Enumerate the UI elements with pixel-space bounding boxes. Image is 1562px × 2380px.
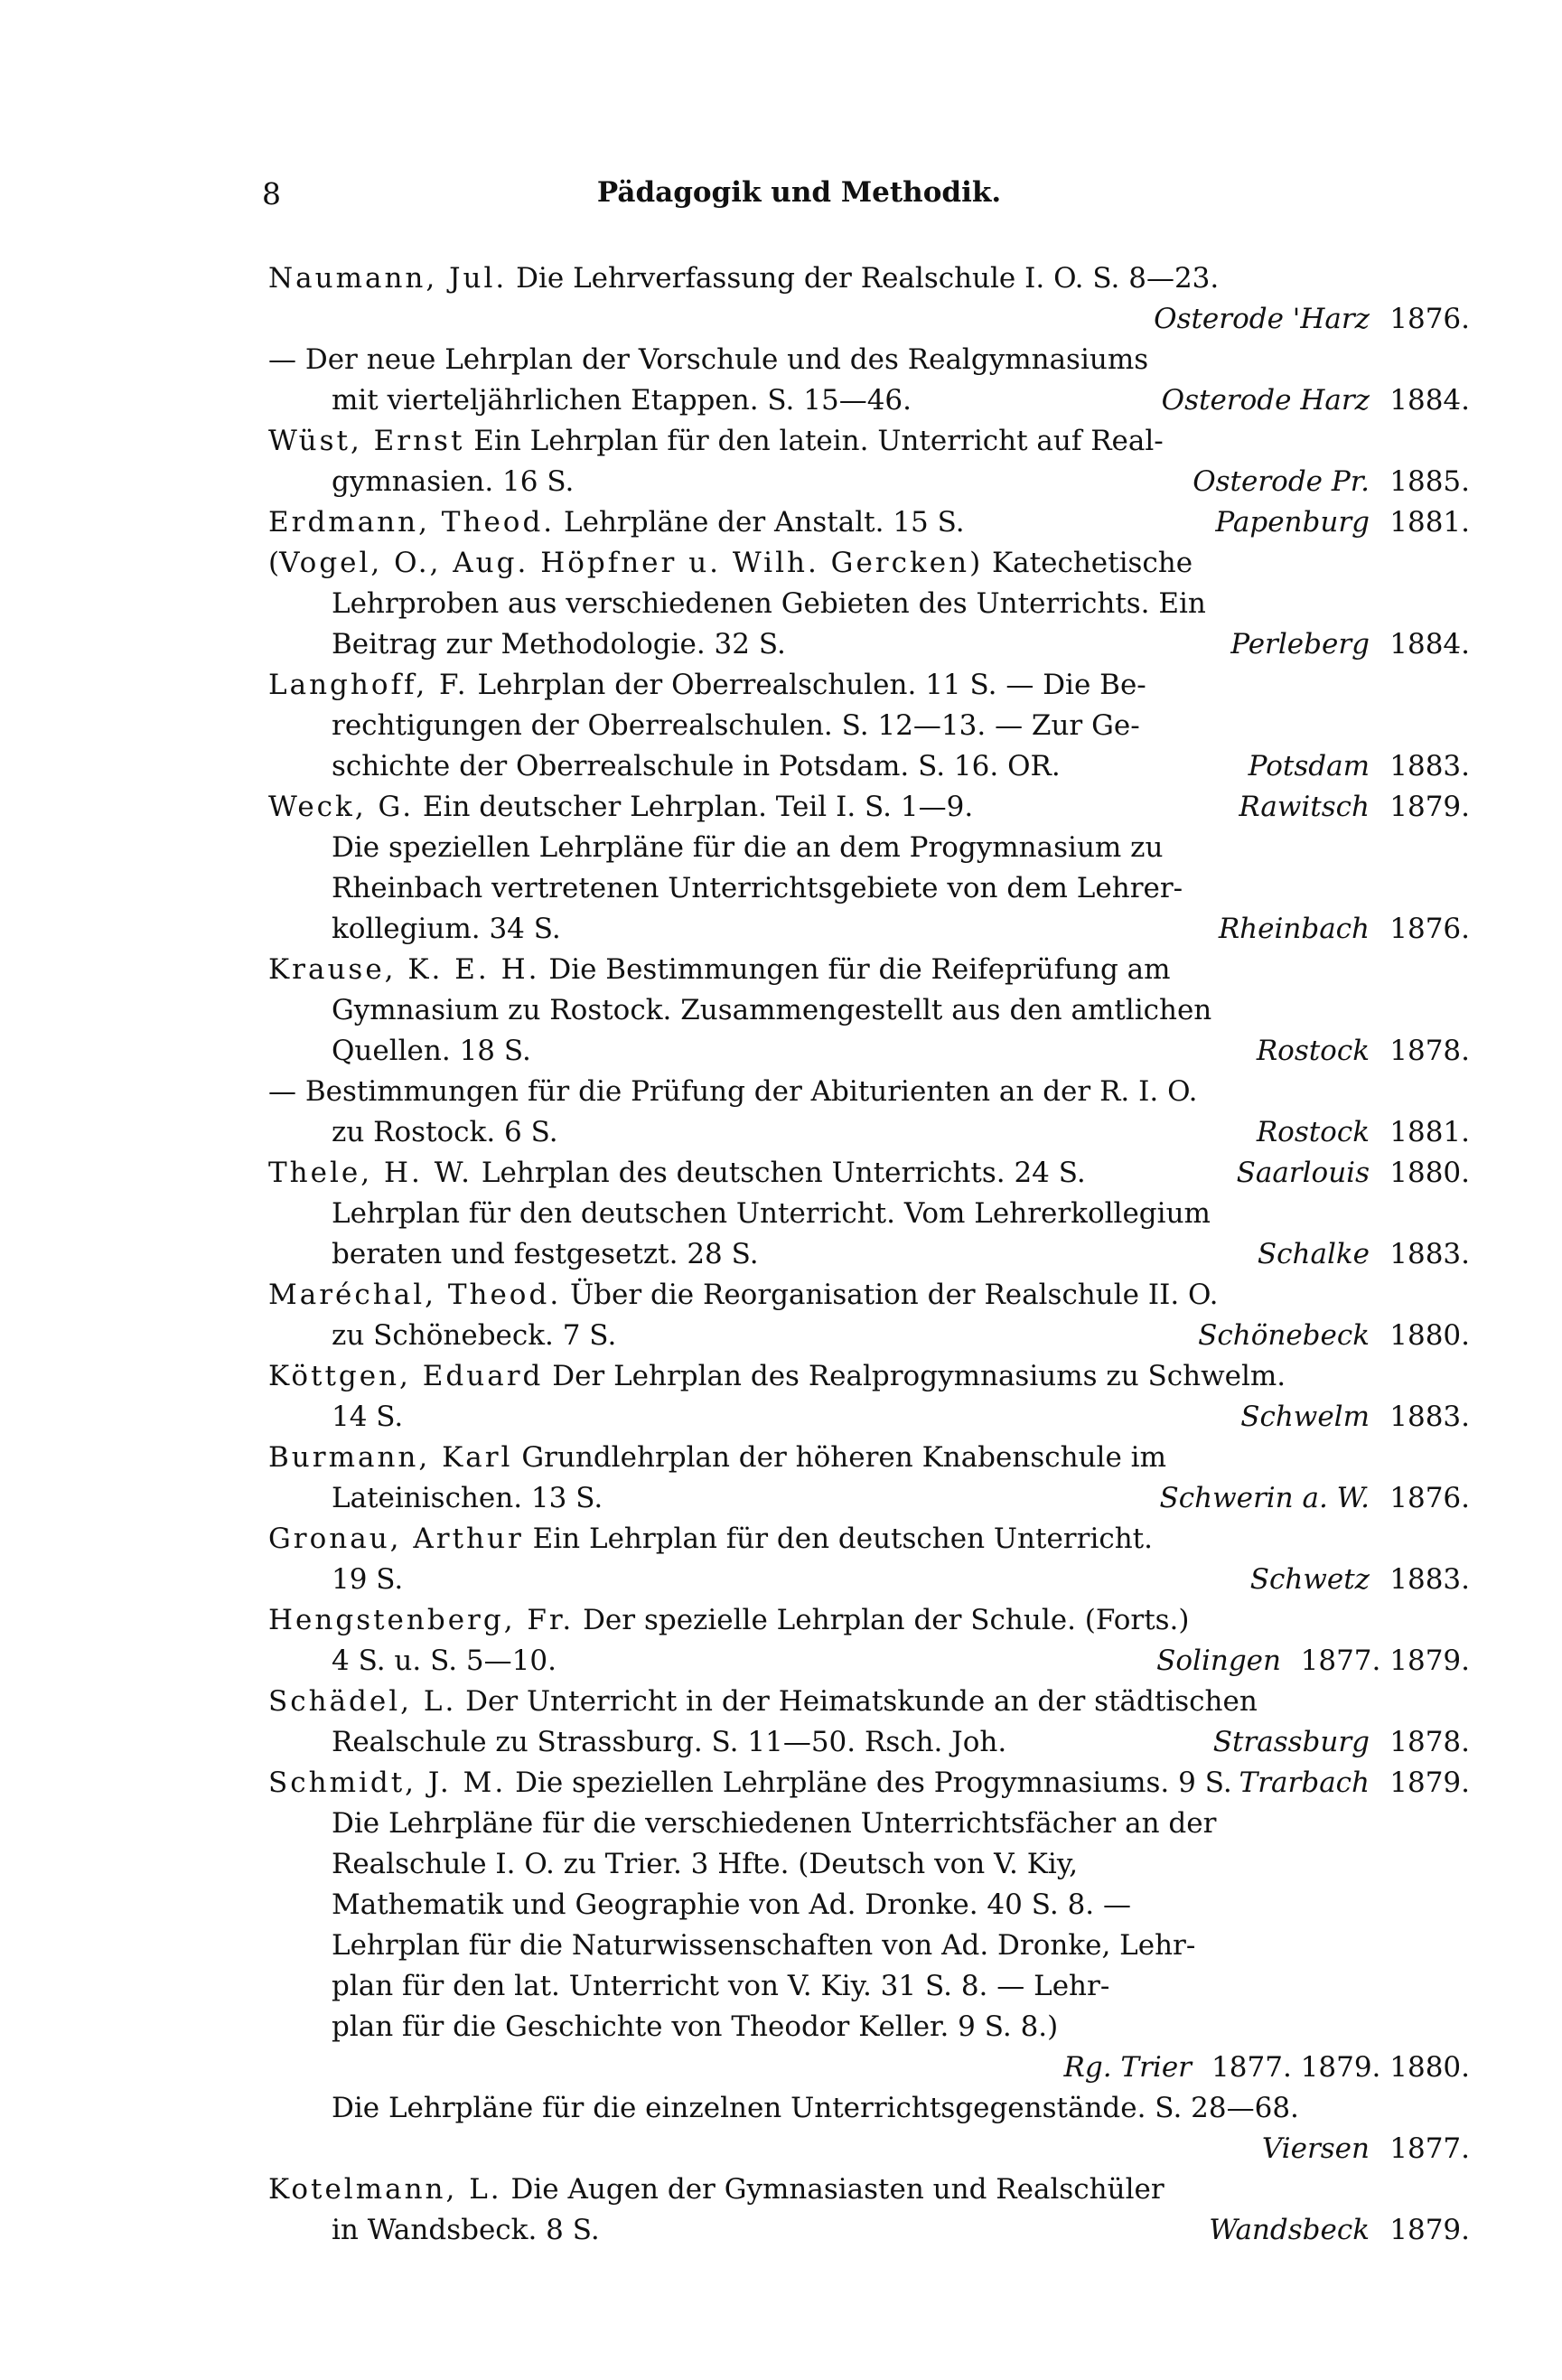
entry-year: 1879.	[1389, 791, 1470, 823]
entry-year: 1879.	[1389, 1766, 1470, 1799]
bibliography-line	[268, 1153, 1470, 1194]
bibliography-line	[268, 1356, 1470, 1397]
bibliography-line	[268, 462, 1470, 502]
entry-place: Solingen	[1156, 1644, 1281, 1677]
bibliography-line	[268, 380, 1470, 421]
entry-year: 1883.	[1389, 1238, 1470, 1270]
bibliography-line	[268, 909, 1470, 950]
bibliography-line	[268, 299, 1470, 340]
entry-place: Saarlouis	[1236, 1157, 1370, 1189]
bibliography-line	[268, 1804, 1470, 1844]
bibliography-line	[268, 502, 1470, 543]
entry-year: 1879.	[1389, 2214, 1470, 2246]
entry-text: Lehrplan der Oberrealschulen. 11 S. — Die Be-	[468, 669, 1146, 701]
entry-text: mit vierteljährlichen Etappen. S. 15—46.	[332, 384, 912, 417]
bibliography-line	[268, 1844, 1470, 1885]
entry-text: Die Lehrpläne für die verschiedenen Unterrichtsfächer an der	[332, 1807, 1217, 1840]
entry-year: 1877.	[1389, 2132, 1470, 2165]
entry-text: Lehrplan für den deutschen Unterricht. Vom Lehrerkollegium	[332, 1197, 1211, 1230]
entry-text: — Bestimmungen für die Prüfung der Abiturienten an der R. I. O.	[268, 1075, 1198, 1108]
entry-text: Der Unterricht in der Heimatskunde an der städtischen	[456, 1685, 1258, 1718]
entry-place: Schwerin a. W.	[1159, 1482, 1370, 1514]
entry-year: 1880.	[1389, 1157, 1470, 1189]
entry-text: kollegium. 34 S.	[332, 913, 561, 945]
entry-place: Potsdam	[1248, 750, 1370, 782]
entry-year: 1876.	[1389, 913, 1470, 945]
bibliography-line	[268, 1682, 1470, 1722]
entry-place: Rg. Trier	[1063, 2051, 1192, 2084]
entry-author: Gronau, Arthur	[268, 1523, 524, 1555]
entry-author: Erdmann, Theod.	[268, 506, 556, 539]
entry-author: Schädel, L.	[268, 1685, 457, 1718]
entry-year: 1883.	[1389, 750, 1470, 782]
entry-year: 1885.	[1389, 465, 1470, 498]
bibliography-line	[268, 828, 1470, 868]
bibliography-line	[268, 950, 1470, 990]
entry-place: Osterode Harz	[1161, 384, 1370, 417]
entry-year: 1883.	[1389, 1401, 1470, 1433]
bibliography-line	[268, 1641, 1470, 1682]
entry-text: Die Bestimmungen für die Reifeprüfung am	[539, 953, 1171, 986]
entry-text: Die Augen der Gymnasiasten und Realschüler	[501, 2173, 1164, 2206]
entry-text: Lehrproben aus verschiedenen Gebieten des Unterrichts. Ein	[332, 587, 1206, 620]
bibliography-line	[268, 1438, 1470, 1478]
entry-text: Beitrag zur Methodologie. 32 S.	[332, 628, 786, 661]
entry-place: Rheinbach	[1218, 913, 1370, 945]
entry-place: Rostock	[1256, 1116, 1370, 1148]
entry-text: Lehrplan des deutschen Unterrichts. 24 S.	[472, 1157, 1086, 1189]
bibliography-line	[268, 665, 1470, 706]
entry-text: Quellen. 18 S.	[332, 1035, 531, 1067]
bibliography-line	[268, 1478, 1470, 1519]
bibliography-line	[268, 706, 1470, 746]
entry-place: Rostock	[1256, 1035, 1370, 1067]
entry-place: Schwelm	[1240, 1401, 1370, 1433]
entry-author: Burmann, Karl	[268, 1441, 513, 1474]
entry-author: Vogel, O., Aug. Höpfner u. Wilh. Gercken)	[279, 547, 984, 579]
entry-text: plan für den lat. Unterricht von V. Kiy. 31 S. 8. — Lehr-	[332, 1970, 1110, 2002]
entry-place: Rawitsch	[1239, 791, 1370, 823]
entry-year: 1878.	[1389, 1726, 1470, 1758]
bibliography-line	[268, 1234, 1470, 1275]
bibliography-line	[268, 1926, 1470, 1966]
entry-author: Hengstenberg, Fr.	[268, 1604, 575, 1636]
entry-text: zu Rostock. 6 S.	[332, 1116, 558, 1148]
entry-author: Köttgen, Eduard	[268, 1360, 544, 1392]
bibliography-line	[268, 2169, 1470, 2210]
entry-place: Osterode 'Harz	[1154, 303, 1370, 335]
bibliography-line	[268, 258, 1470, 299]
bibliography-line	[268, 868, 1470, 909]
entry-text: Die Lehrverfassung der Realschule I. O. S. 8—23.	[507, 262, 1220, 295]
bibliography-line	[268, 1112, 1470, 1153]
entry-year: 1881.	[1389, 1116, 1470, 1148]
entry-author: Naumann, Jul.	[268, 262, 508, 295]
entry-place: Schönebeck	[1198, 1319, 1370, 1352]
entry-text: Rheinbach vertretenen Unterrichtsgebiete von dem Lehrer-	[332, 872, 1183, 904]
entry-text: 19 S.	[332, 1563, 404, 1596]
bibliography-line	[268, 1194, 1470, 1234]
entry-place: Schalke	[1257, 1238, 1370, 1270]
bibliography-line	[268, 1519, 1470, 1560]
entry-text: 4 S. u. S. 5—10.	[332, 1644, 557, 1677]
bibliography-line	[268, 787, 1470, 828]
entry-author: Kotelmann, L.	[268, 2173, 502, 2206]
bibliography-line	[268, 2088, 1470, 2129]
entry-text: Die speziellen Lehrpläne für die an dem Progymnasium zu	[332, 831, 1164, 864]
entry-year: 1880.	[1389, 1319, 1470, 1352]
bibliography-line	[268, 1072, 1470, 1112]
bibliography-line	[268, 340, 1470, 380]
bibliography-line	[268, 543, 1470, 584]
entry-text: Lehrpläne der Anstalt. 15 S.	[555, 506, 965, 539]
entry-year: 1876.	[1389, 1482, 1470, 1514]
entry-text: schichte der Oberrealschule in Potsdam. S. 16. OR.	[332, 750, 1061, 782]
entry-year: 1876.	[1389, 303, 1470, 335]
entry-text: in Wandsbeck. 8 S.	[332, 2214, 600, 2246]
entry-year: 1883.	[1389, 1563, 1470, 1596]
entry-text: Grundlehrplan der höheren Knabenschule im	[512, 1441, 1166, 1474]
bibliography-line	[268, 2129, 1470, 2169]
bibliography-line	[268, 1763, 1470, 1804]
page-header	[0, 176, 1562, 221]
entry-year: 1877. 1879.	[1300, 1644, 1470, 1677]
entry-year: 1881.	[1389, 506, 1470, 539]
bibliography-line	[268, 421, 1470, 462]
bibliography-line	[268, 1031, 1470, 1072]
entry-text: beraten und festgesetzt. 28 S.	[332, 1238, 759, 1270]
entry-author: Maréchal, Theod.	[268, 1279, 562, 1311]
entry-author: Langhoff, F.	[268, 669, 469, 701]
entry-text: Ein Lehrplan für den deutschen Unterricht.	[523, 1523, 1153, 1555]
bibliography-line	[268, 1966, 1470, 2007]
bibliography-line	[268, 2047, 1470, 2088]
entry-place: Wandsbeck	[1209, 2214, 1370, 2246]
bibliography-line	[268, 1885, 1470, 1926]
entry-text: Lehrplan für die Naturwissenschaften von Ad. Dronke, Lehr-	[332, 1929, 1196, 1962]
entry-author: Weck, G.	[268, 791, 415, 823]
entry-text: 14 S.	[332, 1401, 404, 1433]
entry-author: Schmidt, J. M.	[268, 1766, 507, 1799]
bibliography-line	[268, 746, 1470, 787]
entry-place: Osterode Pr.	[1193, 465, 1370, 498]
bibliography-line	[268, 1560, 1470, 1600]
bibliography-line	[268, 2007, 1470, 2047]
bibliography-line	[268, 1600, 1470, 1641]
bibliography-line	[268, 1722, 1470, 1763]
entry-text: Der spezielle Lehrplan der Schule. (Forts.)	[574, 1604, 1190, 1636]
bibliography-line	[268, 624, 1470, 665]
entry-text: (	[268, 547, 280, 579]
bibliography-line	[268, 1316, 1470, 1356]
bibliography-line	[268, 1397, 1470, 1438]
entry-place: Papenburg	[1215, 506, 1370, 539]
entry-year: 1884.	[1389, 628, 1470, 661]
entry-author: Wüst, Ernst	[268, 425, 465, 457]
entry-author: Krause, K. E. H.	[268, 953, 540, 986]
entry-text: Ein deutscher Lehrplan. Teil I. S. 1—9.	[414, 791, 974, 823]
entry-text: gymnasien. 16 S.	[332, 465, 575, 498]
entry-text: Mathematik und Geographie von Ad. Dronke. 40 S. 8. —	[332, 1888, 1131, 1921]
bibliography-line	[268, 1275, 1470, 1316]
entry-author: Thele, H. W.	[268, 1157, 472, 1189]
entry-text: Der Lehrplan des Realprogymnasiums zu Schwelm.	[543, 1360, 1286, 1392]
entry-text: Die speziellen Lehrpläne des Progymnasiums. 9 S.	[506, 1766, 1232, 1799]
entry-year: 1884.	[1389, 384, 1470, 417]
entry-text: — Der neue Lehrplan der Vorschule und des Realgymnasiums	[268, 343, 1149, 376]
entry-text: Gymnasium zu Rostock. Zusammengestellt aus den amtlichen	[332, 994, 1212, 1026]
entry-text: rechtigungen der Oberrealschulen. S. 12—13. — Zur Ge-	[332, 709, 1140, 742]
bibliography-line	[268, 2210, 1470, 2251]
entry-text: plan für die Geschichte von Theodor Keller. 9 S. 8.)	[332, 2010, 1059, 2043]
entry-place: Viersen	[1261, 2132, 1370, 2165]
entry-place: Perleberg	[1230, 628, 1370, 661]
entry-year: 1878.	[1389, 1035, 1470, 1067]
page-number: 8	[262, 176, 281, 211]
entry-text: Realschule zu Strassburg. S. 11—50. Rsch. Joh.	[332, 1726, 1007, 1758]
bibliography-line	[268, 990, 1470, 1031]
entry-text: Ein Lehrplan für den latein. Unterricht auf Real-	[464, 425, 1164, 457]
bibliography-line	[268, 584, 1470, 624]
entry-text: Lateinischen. 13 S.	[332, 1482, 603, 1514]
entry-year: 1877. 1879. 1880.	[1211, 2051, 1470, 2084]
entry-place: Schwetz	[1249, 1563, 1370, 1596]
running-title: Pädagogik und Methodik.	[596, 176, 1002, 209]
bibliography-list	[268, 258, 1470, 2251]
entry-text: zu Schönebeck. 7 S.	[332, 1319, 617, 1352]
entry-place: Trarbach	[1239, 1766, 1370, 1799]
entry-text: Über die Reorganisation der Realschule II. O.	[561, 1279, 1219, 1311]
entry-text: Realschule I. O. zu Trier. 3 Hfte. (Deutsch von V. Kiy,	[332, 1848, 1079, 1880]
entry-place: Strassburg	[1212, 1726, 1370, 1758]
entry-text: Katechetische	[983, 547, 1193, 579]
entry-text: Die Lehrpläne für die einzelnen Unterrichtsgegenstände. S. 28—68.	[332, 2092, 1299, 2124]
